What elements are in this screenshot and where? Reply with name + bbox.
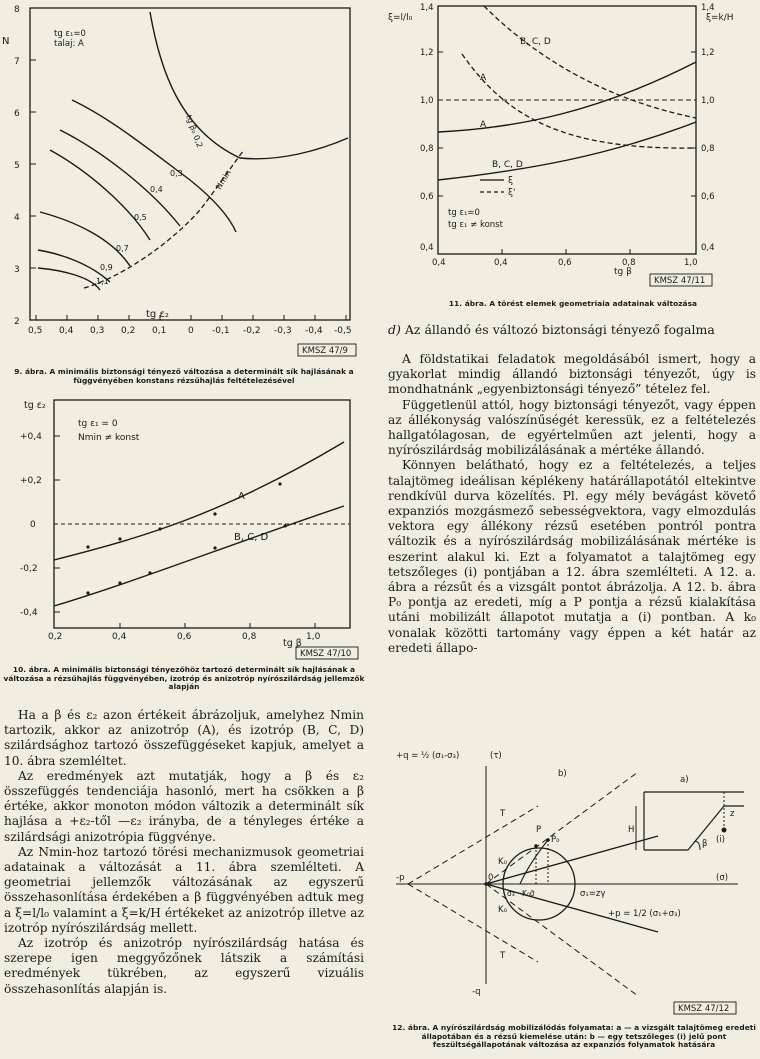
fig11-label-dashed-bcd: B, C, D	[520, 37, 551, 47]
section-heading-text: Az állandó és változó biztonsági tényező fogalma	[404, 322, 715, 337]
fig9-curve-label: 0,5	[134, 213, 147, 222]
fig9-y-tick: 6	[14, 109, 20, 119]
fig11-left-tick: 1,2	[420, 48, 434, 58]
fig9-x-tick: 0,5	[28, 326, 43, 336]
fig11-right-tick: 0,8	[701, 144, 715, 154]
fig10-y-tick: 0	[30, 520, 36, 530]
fig11-right-tick: 0,6	[701, 192, 715, 202]
fig11-legend-line-2: tg ε₁ ≠ konst	[448, 220, 503, 230]
fig12-stress-path	[520, 840, 548, 884]
figure-12	[388, 746, 760, 1020]
figure-12-caption: 12. ábra. A nyírószilárdság mobilizálódás folyamata: a — a vizsgált talajtömeg eredeti állapotában és a rézsű kiemelése után: b — egy tetszőleges (i) jelű pont feszültségállapotának változása az expanziós folyamatok hatására	[392, 1023, 756, 1050]
fig10-x-axis-label: tg β	[283, 638, 302, 649]
fig11-legend-solid: ξ	[508, 176, 514, 186]
fig11-left-axis-label: ξ=l/l₀	[388, 13, 413, 23]
figure-9	[0, 0, 370, 360]
fig10-y-tick: +0,2	[20, 476, 42, 486]
fig12-label-p: P	[536, 825, 542, 835]
figure-10	[0, 398, 370, 663]
fig10-x-tick: 0,4	[112, 632, 127, 642]
fig10-x-tick: 0,8	[242, 632, 257, 642]
fig12-label-zero: 0	[488, 873, 494, 883]
fig11-label-dashed-a: A	[480, 73, 487, 83]
fig9-x-tick: 0,4	[59, 326, 74, 336]
fig12-label-p0: P₀	[551, 835, 560, 845]
right-paragraph-2: Függetlenül attól, hogy biztonsági tényezőt, vagy éppen az állékonyság valószínűségét keressük, ez a feltételezés hallgatólagosan, de egyértelműen azt jelenti, hogy a nyírószilárdság mobilizálásának a mértéke állandó.	[388, 397, 756, 458]
fig9-y-tick: 2	[14, 317, 20, 327]
fig12-label-t-top: T	[500, 809, 506, 819]
fig9-y-tick: 7	[14, 57, 20, 67]
fig10-line-bcd	[54, 506, 344, 606]
fig11-left-tick: 1,4	[420, 3, 434, 13]
fig12-label-k0sigma: K₀σ̄	[522, 889, 535, 898]
fig12-label-k0-bot: K₀	[498, 905, 507, 915]
fig9-curve-1-1	[38, 268, 100, 290]
fig11-x-tick: 0,4	[432, 258, 446, 268]
fig11-left-tick: 1,0	[420, 96, 434, 106]
fig12-label-z: z	[730, 809, 735, 819]
fig9-y-tick: 3	[14, 265, 20, 275]
fig10-y-tick: +0,4	[20, 432, 42, 442]
fig11-legend-dashed: ξ'	[508, 188, 516, 198]
fig10-code: KMSZ 47/10	[300, 649, 352, 659]
figure-11-caption: 11. ábra. A törést elemek geometriaia adatainak változása	[448, 299, 698, 308]
fig10-label-a: A	[238, 491, 245, 502]
fig11-right-tick: 1,2	[701, 48, 715, 58]
fig10-y-tick: -0,2	[20, 564, 38, 574]
fig9-legend-line-2: talaj: A	[54, 39, 84, 49]
figure-12-diagram	[388, 746, 760, 1020]
fig10-y-tick: -0,4	[20, 608, 38, 618]
fig12-label-sigma3: σ₃	[507, 889, 515, 898]
fig9-x-axis-label: tg ε₂	[146, 309, 169, 320]
fig10-line-a	[54, 442, 344, 560]
fig12-label-beta: β	[702, 839, 708, 849]
fig9-nmin-label: Nmin	[214, 168, 233, 192]
fig10-legend-line-1: tg ε₁ = 0	[78, 419, 118, 429]
fig12-t-upper	[486, 772, 638, 884]
fig9-code: KMSZ 47/9	[302, 346, 348, 356]
fig11-left-tick: 0,4	[420, 243, 434, 253]
fig10-x-tick: 0,2	[48, 632, 63, 642]
fig11-solid-a	[438, 62, 696, 132]
fig9-curve-label: 0,9	[100, 263, 113, 272]
fig11-x-tick: 1,0	[684, 258, 698, 268]
fig12-t-upper-ext	[408, 806, 538, 884]
fig12-label-h: H	[628, 825, 635, 835]
fig12-label-minus-q: -q	[472, 987, 481, 997]
fig11-right-axis-label: ξ=k/H	[706, 13, 734, 23]
figure-9-caption: 9. ábra. A minimális biztonsági tényező változása a determinált sík hajlásának a függvényében konstans rézsűhajlás feltételezésével	[14, 367, 354, 385]
fig9-curve-0-7	[40, 212, 130, 266]
fig9-curve-label: 0,7	[116, 244, 129, 253]
fig12-label-tau: (τ)	[490, 751, 502, 761]
fig11-right-tick: 1,0	[701, 96, 715, 106]
right-paragraph-1: A földstatikai feladatok megoldásából ismert, hogy a gyakorlat mindig állandó biztonsági tényezőt, úgy is mondhatnánk „egyenbiztonsági tényező” tételez fel.	[388, 352, 756, 397]
fig9-frame	[30, 8, 350, 320]
fig9-x-tick: -0,4	[305, 326, 323, 336]
fig9-legend-line-1: tg ε₁=0	[54, 29, 86, 39]
fig11-left-tick: 0,6	[420, 192, 434, 202]
fig11-label-solid-a: A	[480, 120, 487, 130]
fig11-label-solid-bcd: B, C, D	[492, 160, 523, 170]
fig9-curve-0-3	[72, 100, 236, 232]
fig12-label-minus-p: -p	[396, 873, 405, 883]
fig9-curve-label: tg β₀ 0,2	[184, 113, 205, 149]
fig10-x-tick: 0,6	[177, 632, 192, 642]
fig9-x-tick: 0,2	[121, 326, 136, 336]
fig11-x-axis-label: tg β	[614, 267, 632, 277]
fig9-x-tick: -0,1	[212, 326, 230, 336]
fig9-x-tick: -0,3	[274, 326, 292, 336]
fig10-x-tick: 1,0	[306, 632, 321, 642]
fig12-label-a: a)	[680, 775, 689, 785]
fig11-solid-bcd	[438, 122, 696, 180]
fig11-legend-line-1: tg ε₁=0	[448, 208, 480, 218]
fig9-x-tick: 0,3	[90, 326, 105, 336]
fig11-right-tick: 1,4	[701, 3, 715, 13]
section-heading-letter: d)	[388, 322, 401, 337]
fig9-curve-0-5	[50, 150, 150, 240]
fig9-curve-0-2	[150, 12, 348, 159]
fig9-y-axis-label: N	[2, 36, 10, 47]
fig12-label-k0-top: K₀	[498, 857, 507, 867]
fig12-label-plus-p: +p = 1/2 (σ₁+σ₃)	[608, 909, 681, 919]
fig11-right-tick: 0,4	[701, 243, 715, 253]
figure-11	[388, 0, 760, 290]
left-text-column	[4, 708, 364, 997]
fig9-x-tick: 0	[188, 326, 194, 336]
fig10-label-bcd: B, C, D	[234, 532, 269, 543]
fig10-legend-line-2: Nmin ≠ konst	[78, 433, 140, 443]
fig9-y-tick: 8	[14, 5, 20, 15]
fig12-t-lower-ext	[408, 884, 538, 962]
fig11-x-tick: 0,6	[558, 258, 572, 268]
section-heading	[388, 322, 756, 338]
fig12-label-b: b)	[558, 769, 567, 779]
fig9-y-tick: 4	[14, 213, 20, 223]
fig12-label-t-bot: T	[500, 951, 506, 961]
fig11-left-tick: 0,8	[420, 144, 434, 154]
fig9-curve-label: 0,4	[150, 185, 163, 194]
figure-10-caption: 10. ábra. A minimális biztonsági tényezőhöz tartozó determinált sík hajlásának a változása a rézsűhajlás függvényében, izotróp és anizotróp nyírószilárdság jellemzők alapján	[3, 665, 365, 692]
fig10-y-axis-label: tg ε₂	[24, 400, 46, 411]
fig9-y-tick: 5	[14, 161, 20, 171]
fig9-x-tick: -0,2	[243, 326, 261, 336]
fig11-dashed-bcd	[484, 6, 696, 118]
left-paragraph-4: Az izotróp és anizotróp nyírószilárdság hatása és szerepe igen meggyőzőnek látszik a számítási eredmények tükrében, az egyszerű vizuális összehasonlítás alapján is.	[4, 936, 364, 996]
right-paragraph-3: Könnyen belátható, hogy ez a feltételezés, a teljes talajtömeg ideálisan képlékeny határállapotától eltekintve rendkívül durva közelítés. Pl. egy mély bevágást követő expanziós mozgásmező sebességvektora, vagy elmozdulás vektora egy állékony rézsű esetében pontról pontra változik és a nyírószilárdság mobilizálásának mértéke is eszerint alakul ki. Ezt a folyamatot a talajtömeg egy tetszőleges (i) pontjában a 12. ábra szemlélteti. A 12. a. ábra a rézsűt és a vizsgált pontot ábrázolja. A 12. b. ábra P₀ pontja az eredeti, míg a P pontja a rézsű kialakítása utáni mobilizált állapotot mutatja a (i) pontban. A k₀ vonalak közötti tartomány vagy éppen a két határ az eredeti állapo-	[388, 458, 756, 655]
fig12-t-lower	[486, 884, 638, 996]
fig12-label-sigma: (σ)	[716, 873, 729, 883]
fig12-label-sigma1: σ₁=zγ	[580, 889, 606, 899]
left-paragraph-3: Az Nmin-hoz tartozó törési mechanizmusok geometriai adatainak a változását a 11. ábra szemlélteti. A geometriai jellemzők változásának az egyszerű összehasonlítása érdekében a β függvényében adtuk meg a ξ=l/l₀ valamint a ξ=k/H értékeket az anizotróp illetve az izotróp nyírószilárdság mellett.	[4, 844, 364, 935]
figure-9-chart	[0, 0, 370, 360]
fig12-code: KMSZ 47/12	[678, 1004, 730, 1014]
figure-10-chart	[0, 398, 370, 663]
fig9-x-tick: -0,5	[334, 326, 352, 336]
fig11-x-tick: 0,4	[494, 258, 508, 268]
fig12-label-q: +q = ½ (σ₁-σ₃)	[396, 751, 460, 761]
fig9-curve-label: 0,3	[170, 169, 183, 178]
fig11-x-tick: 0,8	[622, 258, 636, 268]
fig11-code: KMSZ 47/11	[654, 276, 706, 286]
figure-11-chart	[388, 0, 760, 290]
fig9-x-tick: 0,1	[152, 326, 167, 336]
left-paragraph-1: Ha a β és ε₂ azon értékeit ábrázoljuk, amelyhez Nmin tartozik, akkor az anizotróp (A), és izotróp (B, C, D) szilárdsághoz tartozó összefüggéseket kapjuk, amelyet a 10. ábra szemléltet.	[4, 708, 364, 768]
fig12-label-i: (i)	[716, 835, 725, 845]
fig9-curve-label: 1,1	[96, 277, 109, 286]
right-text-column	[388, 322, 756, 656]
fig9-curve-0-4	[60, 130, 180, 226]
left-paragraph-2: Az eredmények azt mutatják, hogy a β és ε₂ összefüggés tendenciája hasonló, mert ha csökken a β értéke, akkor monoton módon változik a determinált sík hajlása a +ε₂-től —ε₂ irányba, de a tényleges értéke a szilárdsági anizotrópia függvénye.	[4, 768, 364, 844]
